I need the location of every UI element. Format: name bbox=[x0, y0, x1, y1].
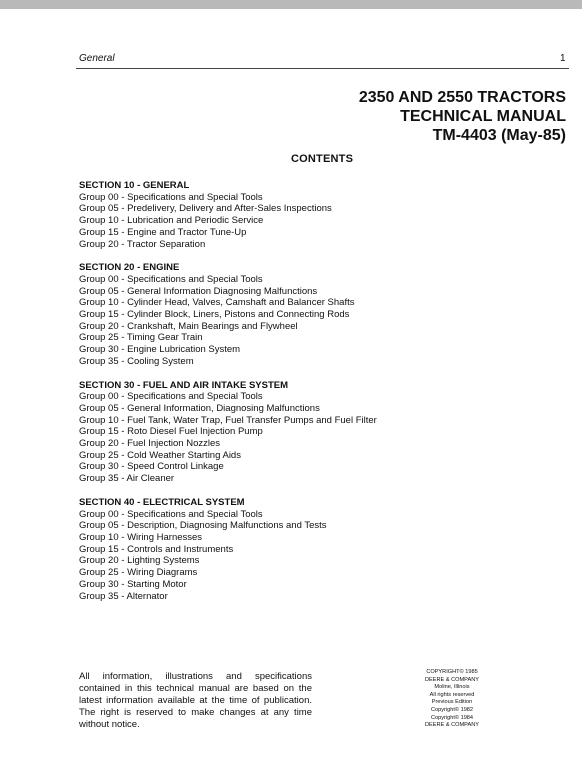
group-code: Group 00 bbox=[79, 273, 119, 285]
group-separator: - bbox=[118, 473, 127, 485]
group-title: Cooling System bbox=[127, 355, 194, 367]
section-heading: SECTION 40 - ELECTRICAL SYSTEM bbox=[79, 496, 245, 508]
group-separator: - bbox=[118, 590, 127, 602]
group-title: Lubrication and Periodic Service bbox=[127, 215, 264, 227]
running-header-section: General bbox=[79, 53, 115, 64]
publication-notice: All information, illustrations and specifications contained in this technical manual are based on the latest information available at the time of publication. The right is reserved to make changes at any time without notice. bbox=[79, 671, 312, 730]
group-code: Group 05 bbox=[79, 402, 119, 414]
group-title: Description, Diagnosing Malfunctions and Tests bbox=[127, 520, 327, 532]
toc-group-row bbox=[79, 567, 569, 579]
group-separator: - bbox=[118, 555, 128, 567]
toc-group-row bbox=[79, 286, 569, 298]
group-title: General Information Diagnosing Malfunctions bbox=[127, 285, 318, 297]
group-code: Group 25 bbox=[79, 332, 119, 344]
group-title: Alternator bbox=[126, 590, 168, 602]
group-title: Starting Motor bbox=[127, 578, 187, 590]
group-separator: - bbox=[118, 567, 128, 579]
group-separator: - bbox=[118, 226, 128, 238]
group-title: Specifications and Special Tools bbox=[127, 191, 263, 203]
group-title: Roto Diesel Fuel Injection Pump bbox=[127, 426, 263, 438]
group-separator: - bbox=[118, 344, 128, 356]
group-title: Cylinder Block, Liners, Pistons and Connecting Rods bbox=[127, 309, 350, 321]
toc-group-row bbox=[79, 461, 569, 473]
toc-group-row bbox=[79, 438, 569, 450]
page-number: 1 bbox=[560, 53, 566, 64]
copyright-line: COPYRIGHT© 1985 bbox=[426, 669, 478, 675]
group-title: Fuel Injection Nozzles bbox=[127, 438, 221, 450]
toc-group-row bbox=[79, 591, 569, 603]
manual-title-line-1: 2350 AND 2550 TRACTORS bbox=[358, 89, 566, 106]
group-title: Timing Gear Train bbox=[126, 332, 203, 344]
toc-section bbox=[79, 380, 569, 485]
group-separator: - bbox=[118, 438, 128, 450]
header-rule bbox=[76, 68, 569, 69]
group-code: Group 20 bbox=[79, 438, 119, 450]
copyright-line: Previous Edition bbox=[431, 699, 473, 706]
manual-title-block bbox=[359, 88, 566, 145]
toc-group-row bbox=[79, 391, 569, 403]
group-separator: - bbox=[118, 238, 127, 250]
group-separator: - bbox=[118, 320, 128, 332]
group-separator: - bbox=[118, 273, 128, 285]
group-code: Group 10 bbox=[79, 297, 119, 309]
group-code: Group 25 bbox=[79, 567, 119, 579]
copyright-line: Copyright© 1984 bbox=[430, 714, 474, 721]
group-title: Speed Control Linkage bbox=[127, 461, 224, 473]
toc-group-row bbox=[79, 356, 569, 368]
toc-group-row bbox=[79, 532, 569, 544]
top-border-bar bbox=[0, 0, 582, 9]
group-separator: - bbox=[118, 355, 128, 367]
group-code: Group 10 bbox=[79, 531, 119, 543]
group-code: Group 25 bbox=[79, 449, 119, 461]
group-title: Fuel Tank, Water Trap, Fuel Transfer Pumps and Fuel Filter bbox=[127, 414, 377, 426]
group-title: Specifications and Special Tools bbox=[127, 273, 263, 285]
group-title: Wiring Diagrams bbox=[127, 567, 198, 579]
toc-group-row bbox=[79, 544, 569, 556]
copyright-block bbox=[410, 669, 494, 730]
group-separator: - bbox=[118, 332, 127, 344]
group-title: Engine and Tractor Tune-Up bbox=[127, 226, 247, 238]
group-code: Group 10 bbox=[79, 215, 119, 227]
group-code: Group 15 bbox=[79, 309, 119, 321]
group-title: Specifications and Special Tools bbox=[127, 391, 263, 403]
group-code: Group 05 bbox=[79, 520, 119, 532]
section-heading: SECTION 20 - ENGINE bbox=[79, 262, 180, 274]
manual-title-line-3: TM-4403 (May-85) bbox=[432, 127, 566, 144]
group-separator: - bbox=[118, 203, 128, 215]
group-code: Group 00 bbox=[79, 508, 119, 520]
group-separator: - bbox=[118, 402, 128, 414]
group-separator: - bbox=[118, 285, 128, 297]
group-title: Cold Weather Starting Aids bbox=[127, 449, 241, 461]
group-separator: - bbox=[118, 191, 128, 203]
toc-group-row bbox=[79, 344, 569, 356]
group-code: Group 35 bbox=[79, 473, 119, 485]
group-separator: - bbox=[118, 414, 128, 426]
group-code: Group 00 bbox=[79, 191, 119, 203]
group-title: Lighting Systems bbox=[127, 555, 200, 567]
group-title: Specifications and Special Tools bbox=[127, 508, 263, 520]
group-code: Group 05 bbox=[79, 203, 119, 215]
copyright-line: All rights reserved bbox=[429, 691, 475, 698]
group-code: Group 20 bbox=[79, 238, 119, 250]
copyright-line: Moline, Illinois bbox=[434, 684, 470, 691]
group-separator: - bbox=[118, 520, 128, 532]
group-title: Engine Lubrication System bbox=[127, 344, 241, 356]
toc-group-row bbox=[79, 332, 569, 344]
toc-group-row bbox=[79, 274, 569, 286]
group-separator: - bbox=[118, 543, 128, 555]
group-separator: - bbox=[118, 508, 128, 520]
toc-group-row bbox=[79, 239, 569, 251]
group-code: Group 15 bbox=[79, 426, 119, 438]
group-code: Group 20 bbox=[79, 555, 119, 567]
group-code: Group 15 bbox=[79, 543, 119, 555]
group-code: Group 05 bbox=[79, 285, 119, 297]
toc-group-row bbox=[79, 227, 569, 239]
group-title: Controls and Instruments bbox=[127, 543, 234, 555]
group-code: Group 30 bbox=[79, 578, 119, 590]
copyright-line: DEERE & COMPANY bbox=[425, 722, 479, 729]
group-separator: - bbox=[118, 426, 128, 438]
toc-group-row bbox=[79, 309, 569, 321]
group-separator: - bbox=[118, 531, 128, 543]
group-title: Wiring Harnesses bbox=[127, 531, 203, 543]
toc-group-row bbox=[79, 203, 569, 215]
toc-group-row bbox=[79, 403, 569, 415]
group-title: Cylinder Head, Valves, Camshaft and Balancer Shafts bbox=[127, 297, 355, 309]
group-title: General Information, Diagnosing Malfunctions bbox=[127, 402, 320, 414]
group-code: Group 30 bbox=[79, 461, 119, 473]
group-code: Group 00 bbox=[79, 391, 119, 403]
group-separator: - bbox=[118, 461, 128, 473]
group-title: Predelivery, Delivery and After-Sales Inspections bbox=[127, 203, 332, 215]
toc-group-row bbox=[79, 555, 569, 567]
group-title: Air Cleaner bbox=[126, 473, 175, 485]
group-separator: - bbox=[118, 297, 128, 309]
section-heading: SECTION 10 - GENERAL bbox=[79, 180, 190, 191]
group-separator: - bbox=[118, 215, 128, 227]
group-code: Group 35 bbox=[79, 590, 119, 602]
toc-group-row bbox=[79, 192, 569, 204]
group-separator: - bbox=[118, 449, 128, 461]
copyright-line: Copyright© 1982 bbox=[430, 706, 474, 713]
group-code: Group 20 bbox=[79, 320, 119, 332]
copyright-line: DEERE & COMPANY bbox=[425, 676, 479, 683]
toc-group-row bbox=[79, 426, 569, 438]
group-code: Group 35 bbox=[79, 355, 119, 367]
toc-group-row bbox=[79, 473, 569, 485]
toc-group-row bbox=[79, 415, 569, 427]
group-title: Crankshaft, Main Bearings and Flywheel bbox=[127, 320, 298, 332]
section-heading: SECTION 30 - FUEL AND AIR INTAKE SYSTEM bbox=[79, 379, 289, 391]
group-code: Group 10 bbox=[79, 414, 119, 426]
toc-group-row bbox=[79, 297, 569, 309]
group-code: Group 30 bbox=[79, 344, 119, 356]
group-title: Tractor Separation bbox=[126, 238, 206, 250]
toc-group-row bbox=[79, 509, 569, 521]
toc-group-row bbox=[79, 579, 569, 591]
manual-title-line-2: TECHNICAL MANUAL bbox=[400, 108, 566, 125]
toc-group-row bbox=[79, 321, 569, 333]
group-code: Group 15 bbox=[79, 226, 119, 238]
contents-heading: CONTENTS bbox=[291, 153, 354, 165]
group-separator: - bbox=[118, 391, 128, 403]
toc-section bbox=[79, 497, 569, 602]
toc-section bbox=[79, 180, 569, 250]
toc-section bbox=[79, 262, 569, 367]
group-separator: - bbox=[118, 309, 128, 321]
toc-group-row bbox=[79, 520, 569, 532]
group-separator: - bbox=[118, 578, 128, 590]
toc-group-row bbox=[79, 450, 569, 462]
toc-group-row bbox=[79, 215, 569, 227]
table-of-contents bbox=[79, 180, 569, 614]
